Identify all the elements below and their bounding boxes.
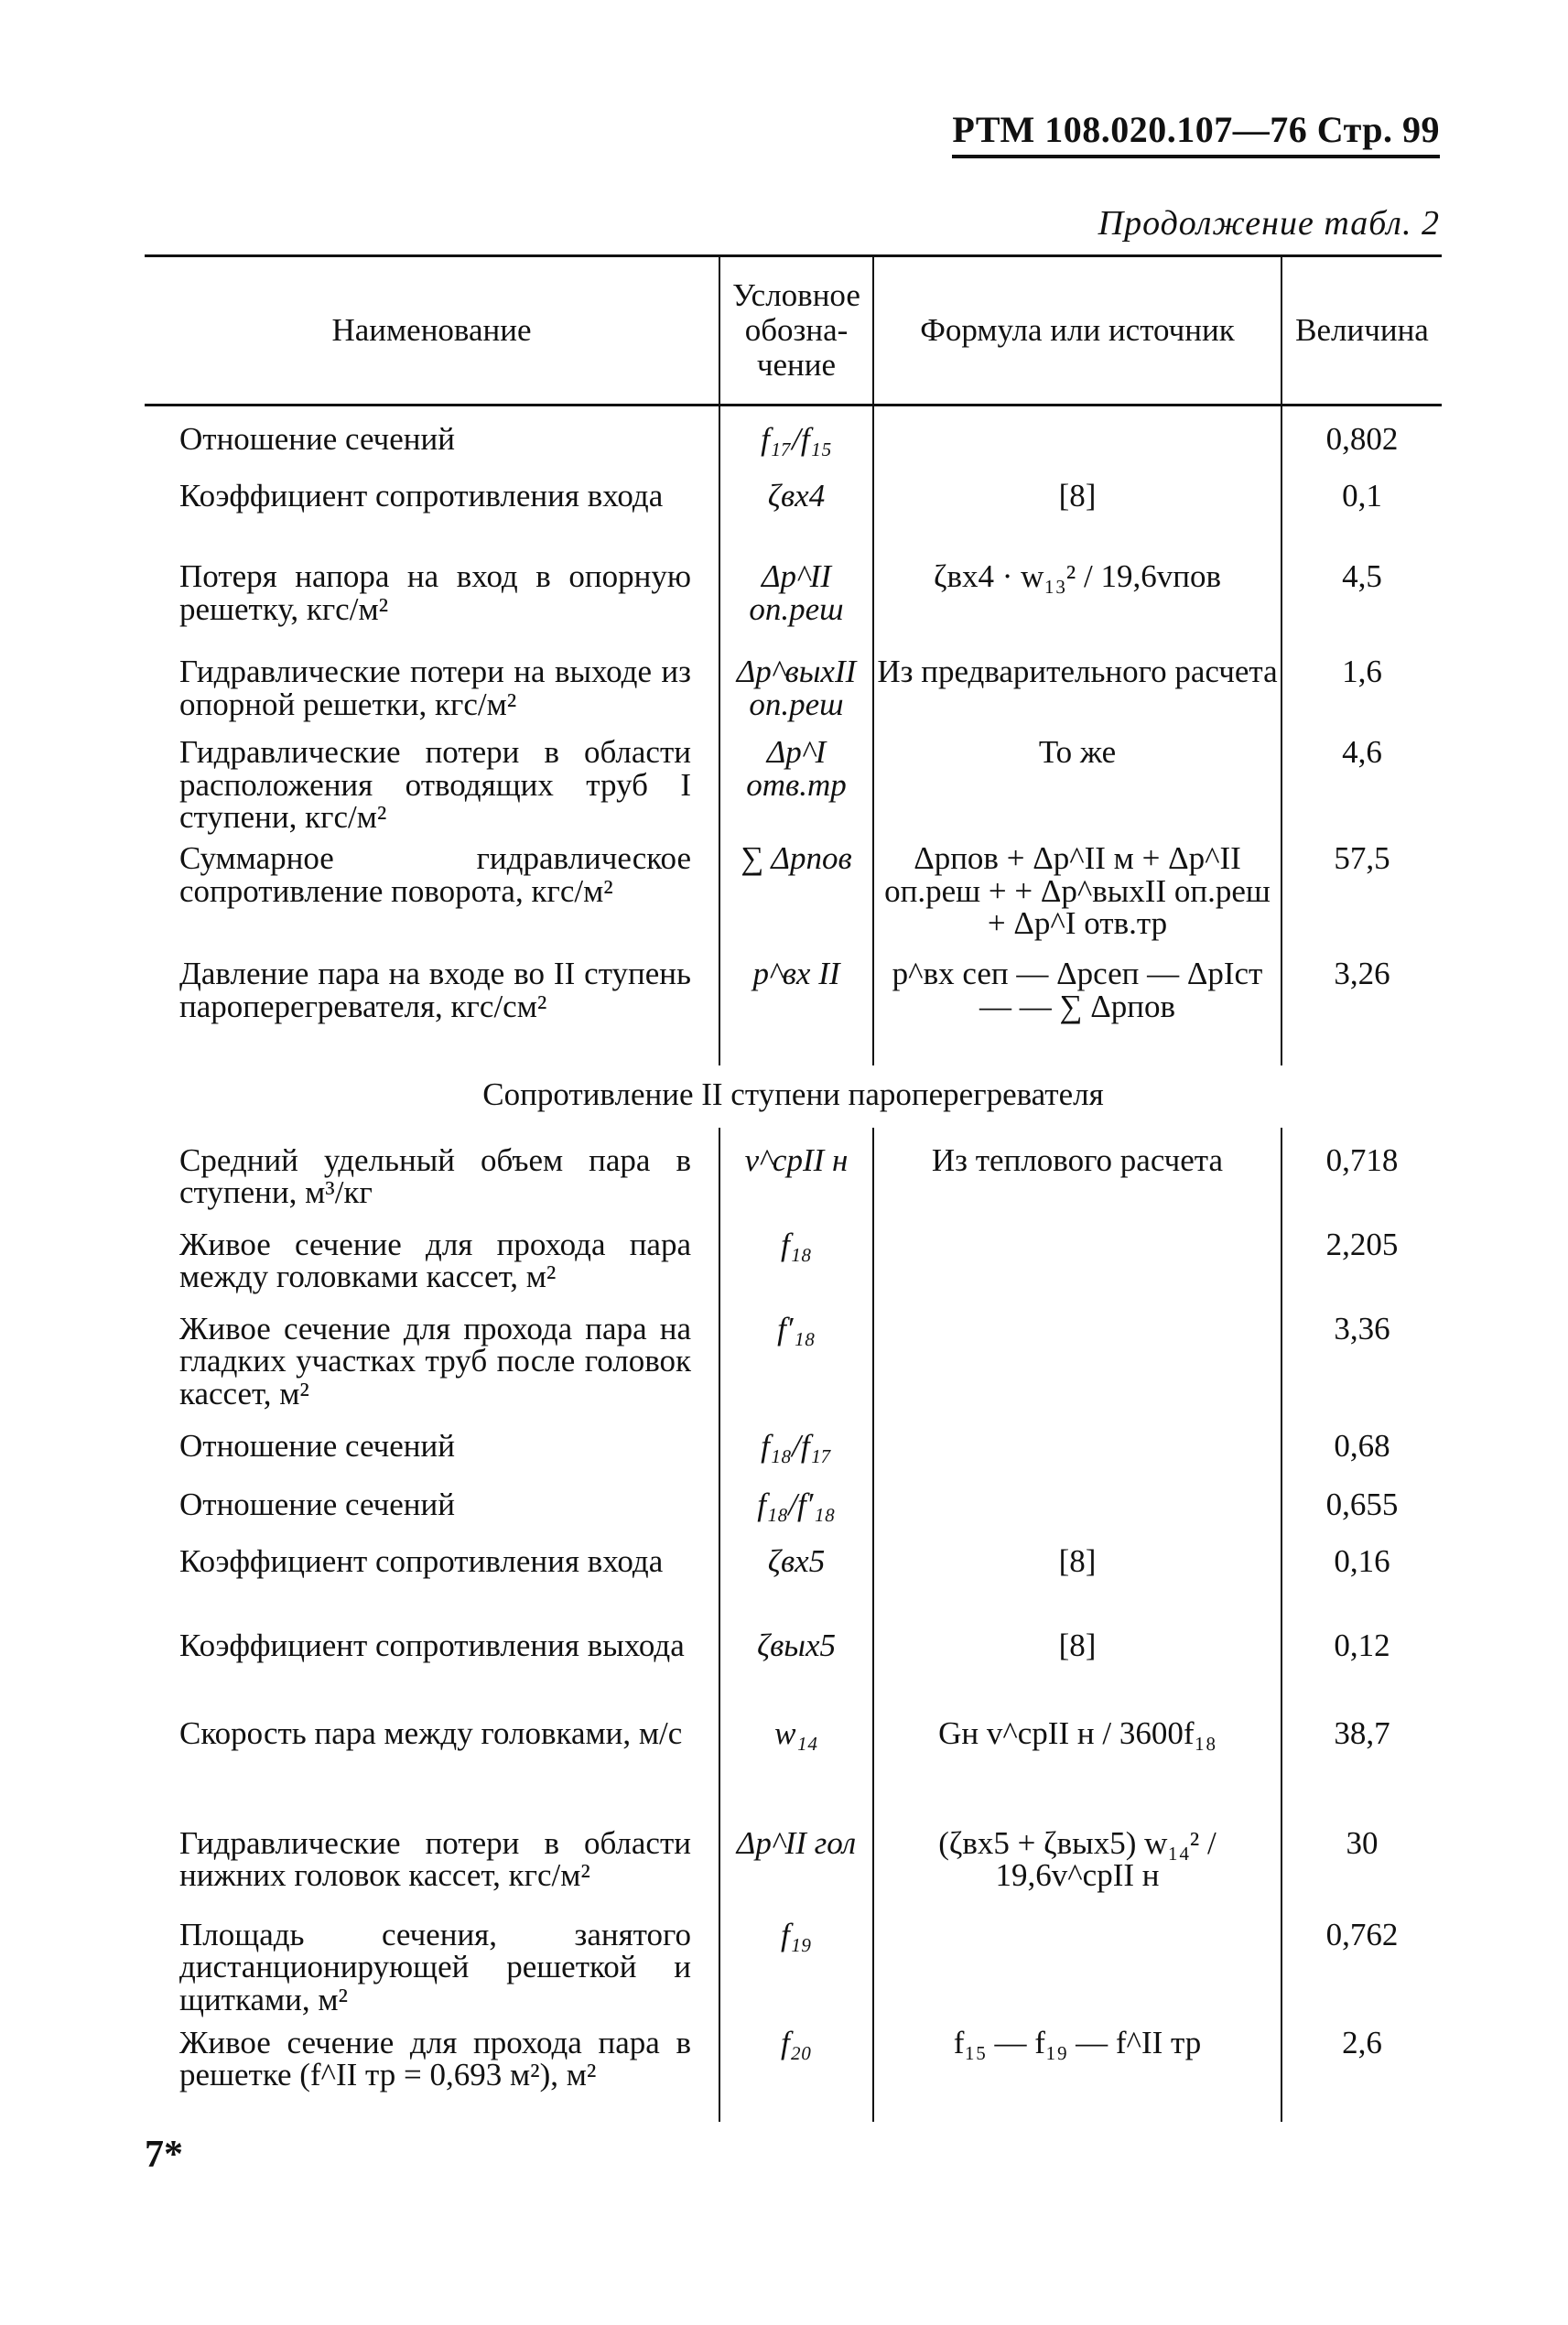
row-value-cell: 4,5 xyxy=(1281,560,1442,655)
row-value-cell: 0,718 xyxy=(1281,1144,1442,1228)
row-value-cell: 0,12 xyxy=(1281,1629,1442,1717)
table-row xyxy=(145,842,1442,957)
row-formula-cell: Из теплового расчета xyxy=(873,1144,1281,1228)
row-name-cell: Гидравлические потери в области нижних головок кассет, кгс/м² xyxy=(179,1824,691,1894)
row-name-cell: Живое сечение для прохода пара между головками кассет, м² xyxy=(179,1226,691,1295)
table-row xyxy=(145,1827,1442,1919)
row-formula-cell: Gн v^срII н / 3600f₁₈ xyxy=(873,1717,1281,1827)
row-name-cell: Отношение сечений xyxy=(179,1427,455,1464)
document-reference: РТМ 108.020.107—76 Стр. 99 xyxy=(952,108,1440,158)
table-row xyxy=(145,957,1442,1065)
row-symbol-cell: Δp^II гол xyxy=(719,1827,873,1919)
table-row xyxy=(145,1430,1442,1488)
table-row xyxy=(145,1313,1442,1430)
row-name-cell: Отношение сечений xyxy=(179,1486,455,1522)
row-name-cell: Коэффициент сопротивления входа xyxy=(179,1542,664,1579)
row-value-cell: 2,6 xyxy=(1281,2027,1442,2122)
table-continuation-note: Продолжение табл. 2 xyxy=(1098,204,1440,243)
table-row xyxy=(145,2027,1442,2122)
row-formula-cell: [8] xyxy=(873,1545,1281,1629)
row-symbol-cell: p^вх II xyxy=(719,957,873,1065)
table-row xyxy=(145,1144,1442,1228)
row-value-cell: 0,655 xyxy=(1281,1488,1442,1545)
row-value-cell: 30 xyxy=(1281,1827,1442,1919)
table-row xyxy=(145,1919,1442,2027)
row-name-cell: Потеря напора на вход в опорную решетку, кгс/м² xyxy=(179,558,691,627)
row-value-cell: 4,6 xyxy=(1281,736,1442,842)
row-formula-cell: Δpпов + Δp^II м + Δp^II оп.реш + + Δp^выхII оп.реш + Δp^I отв.тр xyxy=(873,842,1281,957)
row-name-cell: Живое сечение для прохода пара на гладких участках труб после головок кассет, м² xyxy=(179,1310,691,1412)
table-header-row xyxy=(145,256,1442,406)
row-symbol-cell: w₁₄ xyxy=(719,1717,873,1827)
row-value-cell: 38,7 xyxy=(1281,1717,1442,1827)
row-symbol-cell: Δp^I отв.тр xyxy=(719,736,873,842)
row-value-cell: 2,205 xyxy=(1281,1228,1442,1313)
section-title-row xyxy=(145,1065,1442,1128)
page-mark: 7* xyxy=(145,2134,183,2176)
column-header-formula: Формула или источник xyxy=(873,256,1281,406)
table-row xyxy=(145,736,1442,842)
row-name-cell: Гидравлические потери на выходе из опорной решетки, кгс/м² xyxy=(179,654,691,722)
row-symbol-cell: f′₁₈ xyxy=(719,1313,873,1430)
row-formula-cell: [8] xyxy=(873,1629,1281,1717)
row-value-cell: 0,1 xyxy=(1281,480,1442,560)
row-formula-cell xyxy=(873,1313,1281,1430)
row-name-cell: Гидравлические потери в области расположения отводящих труб I ступени, кгс/м² xyxy=(179,734,691,836)
row-symbol-cell: v^срII н xyxy=(719,1144,873,1228)
row-symbol-cell: f₁₉ xyxy=(719,1919,873,2027)
row-value-cell: 57,5 xyxy=(1281,842,1442,957)
row-formula-cell: То же xyxy=(873,736,1281,842)
row-formula-cell xyxy=(873,1919,1281,2027)
row-name-cell: Давление пара на входе во II ступень пароперегревателя, кгс/см² xyxy=(179,956,691,1024)
row-formula-cell xyxy=(873,1430,1281,1488)
row-formula-cell: (ζвх5 + ζвых5) w₁₄² / 19,6v^срII н xyxy=(873,1827,1281,1919)
table-row xyxy=(145,1629,1442,1717)
row-value-cell: 0,68 xyxy=(1281,1430,1442,1488)
parameters-table xyxy=(145,254,1442,2122)
table-row xyxy=(145,1717,1442,1827)
row-spacer xyxy=(145,1128,1442,1144)
row-name-cell: Скорость пара между головками, м/с xyxy=(179,1714,683,1751)
row-symbol-cell: f₁₈/f′₁₈ xyxy=(719,1488,873,1545)
row-symbol-cell: f₁₈ xyxy=(719,1228,873,1313)
row-symbol-cell: ∑ Δpпов xyxy=(719,842,873,957)
row-name-cell: Коэффициент сопротивления входа xyxy=(179,478,664,514)
row-formula-cell: ζвх4 · w₁₃² / 19,6vпов xyxy=(873,560,1281,655)
row-formula-cell xyxy=(873,423,1281,480)
row-value-cell: 0,16 xyxy=(1281,1545,1442,1629)
table-row xyxy=(145,1228,1442,1313)
table-row xyxy=(145,423,1442,480)
row-symbol-cell: ζвх4 xyxy=(719,480,873,560)
row-formula-cell: p^вх сеп — Δpсеп — ΔpIст — — ∑ Δpпов xyxy=(873,957,1281,1065)
row-symbol-cell: f₂₀ xyxy=(719,2027,873,2122)
row-value-cell: 0,762 xyxy=(1281,1919,1442,2027)
row-name-cell: Площадь сечения, занятого дистанционирующей решеткой и щитками, м² xyxy=(179,1916,691,2018)
row-symbol-cell: ζвых5 xyxy=(719,1629,873,1717)
row-symbol-cell: Δp^выхII оп.реш xyxy=(719,655,873,736)
row-name-cell: Коэффициент сопротивления выхода xyxy=(179,1627,685,1663)
row-symbol-cell: f₁₈/f₁₇ xyxy=(719,1430,873,1488)
table-row xyxy=(145,1545,1442,1629)
row-value-cell: 3,36 xyxy=(1281,1313,1442,1430)
row-name-cell: Суммарное гидравлическое сопротивление поворота, кгс/м² xyxy=(179,840,691,909)
row-formula-cell: [8] xyxy=(873,480,1281,560)
row-formula-cell: f₁₅ — f₁₉ — f^II тр xyxy=(873,2027,1281,2122)
row-symbol-cell: ζвх5 xyxy=(719,1545,873,1629)
section-title: Сопротивление II ступени пароперегревателя xyxy=(482,1076,1104,1112)
row-name-cell: Отношение сечений xyxy=(179,421,455,457)
row-symbol-cell: f₁₇/f₁₅ xyxy=(719,423,873,480)
row-name-cell: Средний удельный объем пара в ступени, м³/кг xyxy=(179,1141,691,1211)
row-value-cell: 1,6 xyxy=(1281,655,1442,736)
table-row xyxy=(145,560,1442,655)
row-formula-cell: Из предварительного расчета xyxy=(873,655,1281,736)
column-header-value: Величина xyxy=(1281,256,1442,406)
row-name-cell: Живое сечение для прохода пара в решетке (f^II тр = 0,693 м²), м² xyxy=(179,2024,691,2093)
table-row xyxy=(145,655,1442,736)
row-value-cell: 3,26 xyxy=(1281,957,1442,1065)
row-value-cell: 0,802 xyxy=(1281,423,1442,480)
row-formula-cell xyxy=(873,1488,1281,1545)
row-formula-cell xyxy=(873,1228,1281,1313)
table-row xyxy=(145,1488,1442,1545)
row-symbol-cell: Δp^II оп.реш xyxy=(719,560,873,655)
column-header-symbol: Условное обозна-чение xyxy=(719,256,873,406)
table-row xyxy=(145,480,1442,560)
column-header-name: Наименование xyxy=(331,312,532,349)
